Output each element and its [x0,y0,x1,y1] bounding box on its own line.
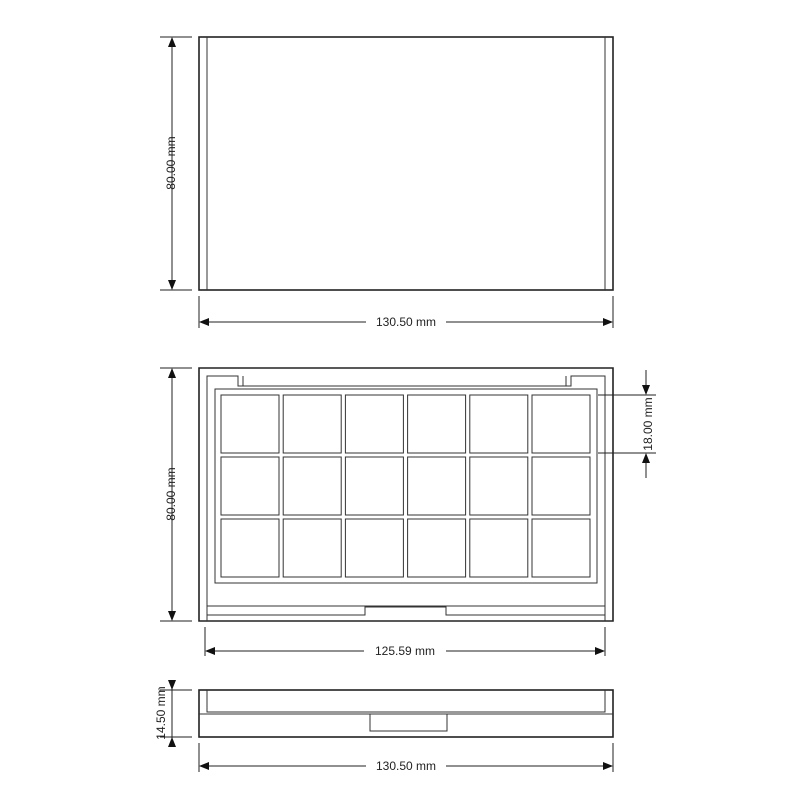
pan-well [532,395,590,453]
pan-well [283,519,341,577]
pan-size-label: 18.00 mm [641,397,655,451]
lid-outline [199,37,613,290]
well-frame [215,389,597,583]
pan-well [408,519,466,577]
pan-well [221,395,279,453]
pan-well [408,457,466,515]
pan-well [470,519,528,577]
inside-width-label: 125.59 mm [374,644,436,658]
pan-well [532,519,590,577]
pan-well [283,395,341,453]
pan-well [283,457,341,515]
side-finger-notch [370,714,447,731]
tray-inner-wall [207,376,605,621]
pan-well [532,457,590,515]
top-view [160,37,613,329]
side-height-label: 14.50 mm [154,686,168,740]
pan-well [470,395,528,453]
top-height-label: 80.00 mm [164,136,178,190]
inside-height-label: 80.00 mm [164,467,178,521]
pan-well [470,457,528,515]
well-grid [221,395,590,577]
tray-finger-notch [207,607,605,615]
pan-well [345,457,403,515]
side-view [154,680,613,773]
top-width-label: 130.50 mm [375,315,437,329]
pan-well [221,519,279,577]
pan-well [221,457,279,515]
pan-well [345,519,403,577]
pan-well [408,395,466,453]
pan-well [345,395,403,453]
inside-view [160,368,656,658]
side-width-label: 130.50 mm [375,759,437,773]
